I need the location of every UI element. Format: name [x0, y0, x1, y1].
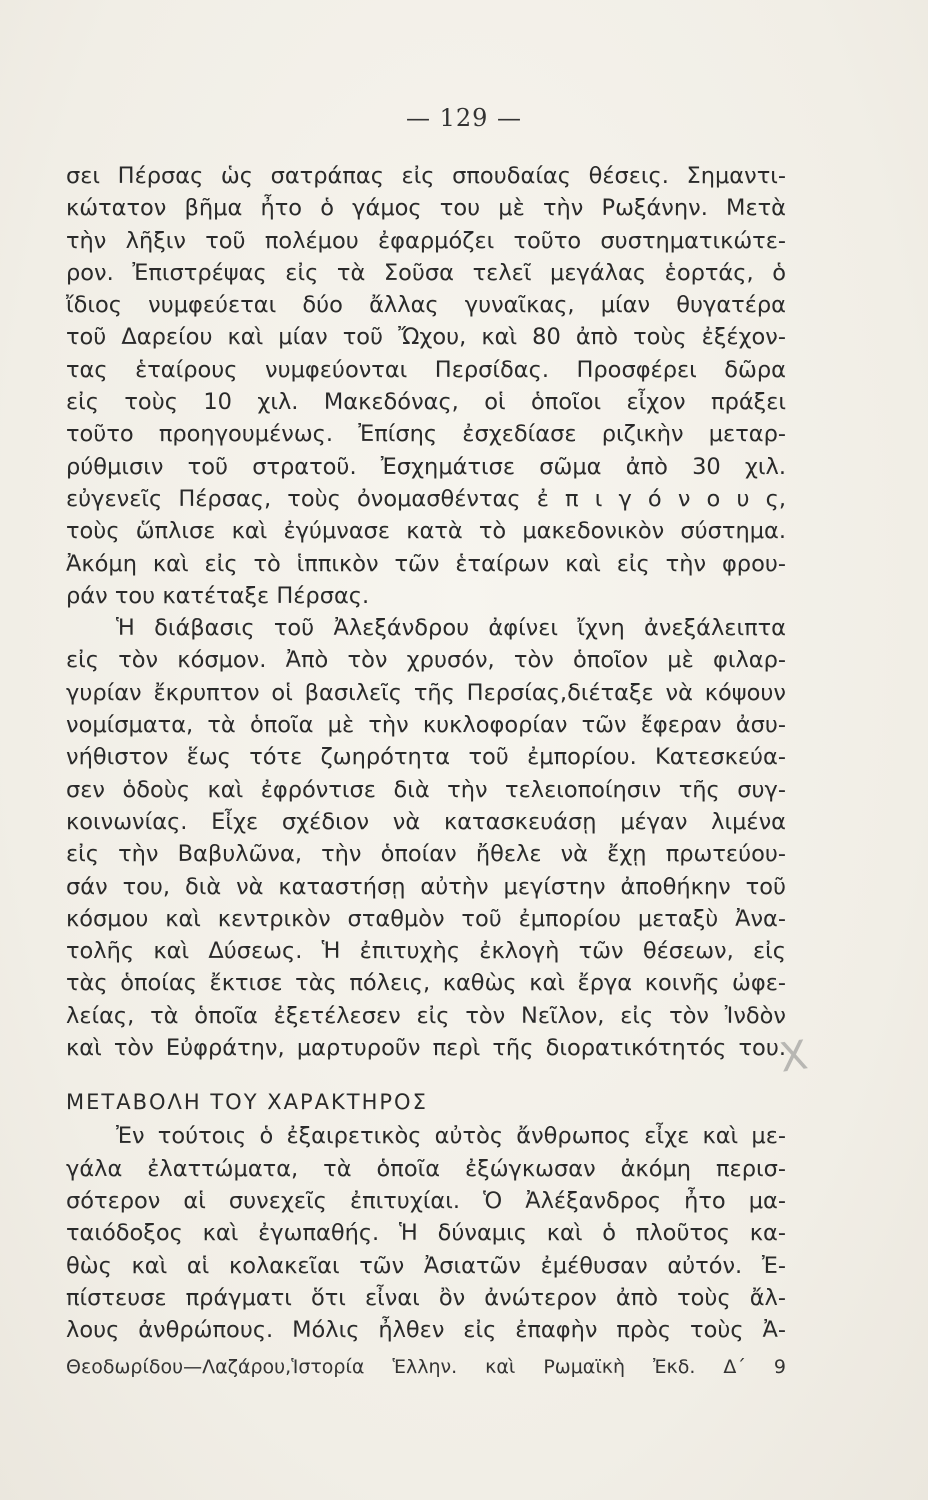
- text-line: γυρίαν ἔκρυπτον οἱ βασιλεῖς τῆς Περσίας,διέταξε νὰ κόψουν: [66, 679, 786, 706]
- text-line: λείας, τὰ ὁποῖα ἐξετέλεσεν εἰς τὸν Νεῖλον, εἰς τὸν Ἰνδὸν: [66, 1002, 786, 1029]
- text-line: εἰς τὴν Βαβυλῶνα, τὴν ὁποίαν ἤθελε νὰ ἔχῃ πρωτεύου-: [66, 841, 786, 868]
- text-line: κόσμου καὶ κεντρικὸν σταθμὸν τοῦ ἐμπορίου μεταξὺ Ἀνα-: [66, 905, 786, 932]
- text-line: λους ἀνθρώπους. Μόλις ἦλθεν εἰς ἐπαφὴν πρὸς τοὺς Ἀ-: [66, 1317, 786, 1344]
- paragraph-2: [66, 612, 786, 1064]
- page-footer: Θεοδωρίδου—Λαζάρου,Ἱστορία Ἑλλην. καὶ Ρωμαϊκὴ Ἐκδ. Δ΄ 9: [66, 1356, 786, 1379]
- text-line: κοινωνίας. Εἶχε σχέδιον νὰ κατασκευάσῃ μέγαν λιμένα: [66, 808, 786, 835]
- text-line: καὶ τὸν Εὐφράτην, μαρτυροῦν περὶ τῆς διορατικότητός του.: [66, 1035, 786, 1062]
- text-line: Ἡ διάβασις τοῦ Ἀλεξάνδρου ἀφίνει ἴχνη ἀνεξάλειπτα: [116, 615, 786, 642]
- text-line: κώτατον βῆμα ἦτο ὁ γάμος του μὲ τὴν Ρωξάνην. Μετὰ: [66, 195, 786, 222]
- text-line: ράν του κατέταξε Πέρσας.: [66, 582, 370, 609]
- text-line: τὴν λῆξιν τοῦ πολέμου ἐφαρμόζει τοῦτο συστηματικώτε-: [66, 227, 786, 254]
- text-line: τολῆς καὶ Δύσεως. Ἡ ἐπιτυχὴς ἐκλογὴ τῶν θέσεων, εἰς: [66, 938, 786, 965]
- text-line: τὰς ὁποίας ἔκτισε τὰς πόλεις, καθὼς καὶ ἔργα κοινῆς ὠφε-: [66, 970, 786, 997]
- text-line: σότερον αἱ συνεχεῖς ἐπιτυχίαι. Ὁ Ἀλέξανδρος ἦτο μα-: [66, 1187, 786, 1214]
- text-line: εἰς τὸν κόσμον. Ἀπὸ τὸν χρυσόν, τὸν ὁποῖον μὲ φιλαρ-: [66, 647, 786, 674]
- page-number: — 129 —: [405, 104, 523, 132]
- text-line: εἰς τοὺς 10 χιλ. Μακεδόνας, οἱ ὁποῖοι εἶχον πράξει: [66, 389, 786, 416]
- text-line: σεν ὁδοὺς καὶ ἐφρόντισε διὰ τὴν τελειοποίησιν τῆς συγ-: [66, 776, 786, 803]
- text-line: τοῦτο προηγουμένως. Ἐπίσης ἐσχεδίασε ριζικὴν μεταρ-: [66, 421, 786, 448]
- text-line: εὐγενεῖς Πέρσας, τοὺς ὀνομασθέντας ἐ π ι γ ό ν ο υ ς,: [66, 485, 786, 512]
- pencil-mark: X: [776, 1032, 811, 1082]
- text-line: τοὺς ὥπλισε καὶ ἐγύμνασε κατὰ τὸ μακεδονικὸν σύστημα.: [66, 518, 786, 545]
- text-line: νήθιστον ἕως τότε ζωηρότητα τοῦ ἐμπορίου. Κατεσκεύα-: [66, 744, 786, 771]
- text-line: πίστευσε πράγματι ὅτι εἶναι ὂν ἀνώτερον ἀπὸ τοὺς ἄλ-: [66, 1284, 786, 1311]
- section-heading: ΜΕΤΑΒΟΛΗ ΤΟΥ ΧΑΡΑΚΤΗΡΟΣ: [66, 1090, 428, 1115]
- text-line: σάν του, διὰ νὰ καταστήσῃ αὐτὴν μεγίστην ἀποθήκην τοῦ: [66, 873, 786, 900]
- text-line: ρον. Ἐπιστρέψας εἰς τὰ Σοῦσα τελεῖ μεγάλας ἑορτάς, ὁ: [66, 259, 786, 286]
- text-line: γάλα ἐλαττώματα, τὰ ὁποῖα ἐξώγκωσαν ἀκόμη περισ-: [66, 1155, 786, 1182]
- text-line: ρύθμισιν τοῦ στρατοῦ. Ἐσχημάτισε σῶμα ἀπὸ 30 χιλ.: [66, 453, 786, 480]
- text-line: τας ἑταίρους νυμφεύονται Περσίδας. Προσφέρει δῶρα: [66, 356, 786, 383]
- text-line: νομίσματα, τὰ ὁποῖα μὲ τὴν κυκλοφορίαν τῶν ἔφεραν ἀσυ-: [66, 712, 786, 739]
- body-text: [66, 160, 786, 1382]
- text-line: Ἀκόμη καὶ εἰς τὸ ἱππικὸν τῶν ἑταίρων καὶ εἰς τὴν φρου-: [66, 550, 786, 577]
- text-line: σει Πέρσας ὡς σατράπας εἰς σπουδαίας θέσεις. Σημαντι-: [66, 163, 786, 189]
- paragraph-1: [66, 160, 786, 612]
- text-line: Ἐν τούτοις ὁ ἐξαιρετικὸς αὐτὸς ἄνθρωπος εἶχε καὶ με-: [116, 1123, 786, 1150]
- text-line: τοῦ Δαρείου καὶ μίαν τοῦ Ὤχου, καὶ 80 ἀπὸ τοὺς ἐξέχον-: [66, 324, 786, 351]
- text-line: ἴδιος νυμφεύεται δύο ἄλλας γυναῖκας, μίαν θυγατέρα: [66, 292, 786, 319]
- text-line: ταιόδοξος καὶ ἐγωπαθής. Ἡ δύναμις καὶ ὁ πλοῦτος κα-: [66, 1220, 786, 1247]
- text-line: θὼς καὶ αἱ κολακεῖαι τῶν Ἀσιατῶν ἐμέθυσαν αὐτόν. Ἐ-: [66, 1252, 786, 1279]
- paragraph-3: [66, 1120, 786, 1346]
